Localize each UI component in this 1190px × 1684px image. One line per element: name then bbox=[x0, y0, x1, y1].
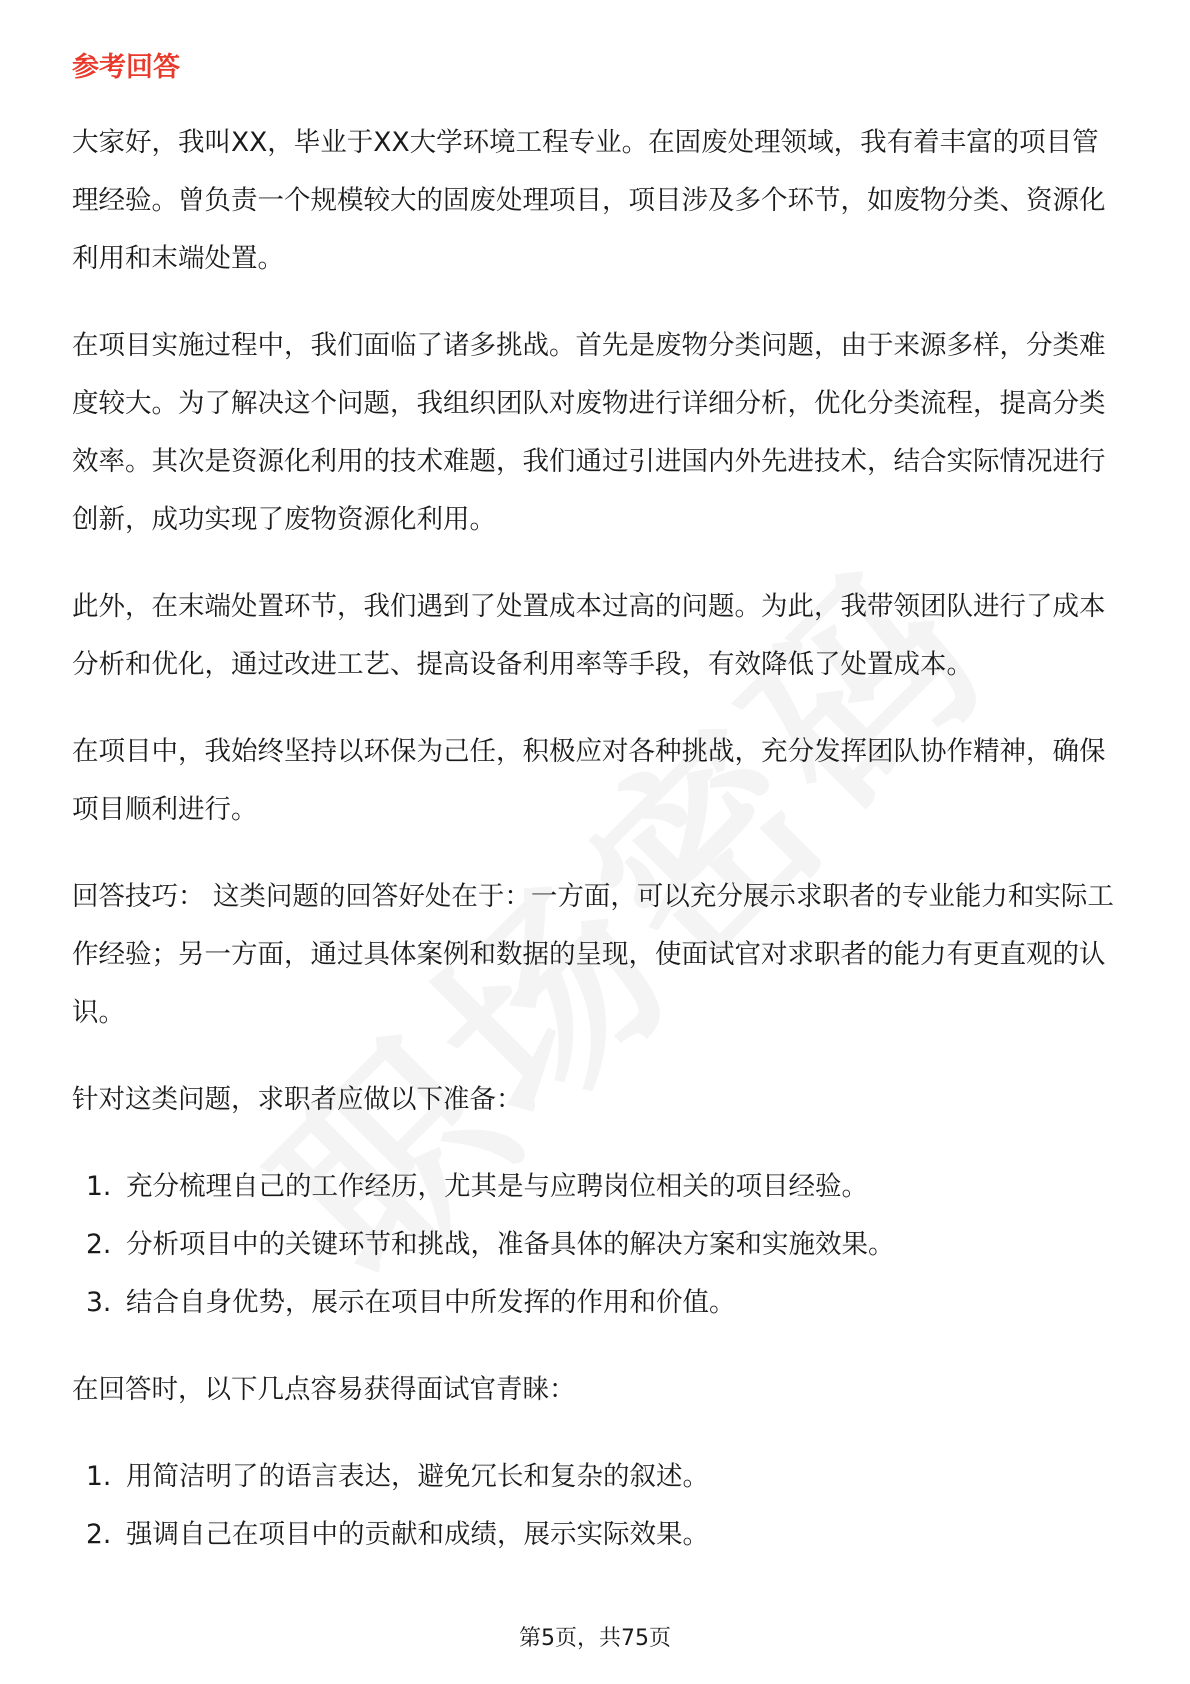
paragraph-tips-intro: 在回答时，以下几点容易获得面试官青睐： bbox=[72, 1374, 576, 1405]
list-item-text: 结合自身优势，展示在项目中所发挥的作用和价值。 bbox=[126, 1287, 736, 1318]
paragraph-intro: 大家好，我叫XX，毕业于XX大学环境工程专业。在固废处理领域，我有着丰富的项目管理经验。曾负责一个规模较大的固废处理项目，项目涉及多个环节，如废物分类、资源化利用和末端处置。 bbox=[72, 127, 1106, 274]
list-item bbox=[72, 1158, 1124, 1216]
list-number: 1. bbox=[86, 1461, 112, 1492]
list-item bbox=[72, 1506, 1124, 1564]
list-item-text: 强调自己在项目中的贡献和成绩，展示实际效果。 bbox=[126, 1519, 709, 1550]
paragraph-challenges: 在项目实施过程中，我们面临了诸多挑战。首先是废物分类问题，由于来源多样，分类难度较大。为了解决这个问题，我组织团队对废物进行详细分析，优化分类流程，提高分类效率。其次是资源化利用的技术难题，我们通过引进国内外先进技术，结合实际情况进行创新，成功实现了废物资源化利用。 bbox=[72, 330, 1106, 535]
list-item-text: 分析项目中的关键环节和挑战，准备具体的解决方案和实施效果。 bbox=[126, 1229, 895, 1260]
paragraph-answer-tips: 回答技巧： 这类问题的回答好处在于：一方面，可以充分展示求职者的专业能力和实际工作经验；另一方面，通过具体案例和数据的呈现，使面试官对求职者的能力有更直观的认识。 bbox=[72, 881, 1114, 1028]
list-number: 2. bbox=[86, 1519, 112, 1550]
list-item-text: 用简洁明了的语言表达，避免冗长和复杂的叙述。 bbox=[126, 1461, 709, 1492]
paragraph-attitude: 在项目中，我始终坚持以环保为己任，积极应对各种挑战，充分发挥团队协作精神，确保项目顺利进行。 bbox=[72, 736, 1106, 825]
page-footer: 第5页，共75页 bbox=[519, 1626, 671, 1651]
tips-list bbox=[72, 1448, 1124, 1564]
document-body bbox=[72, 48, 1124, 1593]
paragraph-disposal: 此外，在末端处置环节，我们遇到了处置成本过高的问题。为此，我带领团队进行了成本分析和优化，通过改进工艺、提高设备利用率等手段，有效降低了处置成本。 bbox=[72, 591, 1106, 680]
prep-list bbox=[72, 1158, 1124, 1332]
list-number: 1. bbox=[86, 1171, 112, 1202]
list-item bbox=[72, 1216, 1124, 1274]
list-item-text: 充分梳理自己的工作经历，尤其是与应聘岗位相关的项目经验。 bbox=[126, 1171, 868, 1202]
list-item bbox=[72, 1448, 1124, 1506]
paragraph-prep-intro: 针对这类问题，求职者应做以下准备： bbox=[72, 1084, 523, 1115]
list-number: 3. bbox=[86, 1287, 112, 1318]
section-heading: 参考回答 bbox=[72, 52, 180, 83]
list-item bbox=[72, 1274, 1124, 1332]
list-number: 2. bbox=[86, 1229, 112, 1260]
